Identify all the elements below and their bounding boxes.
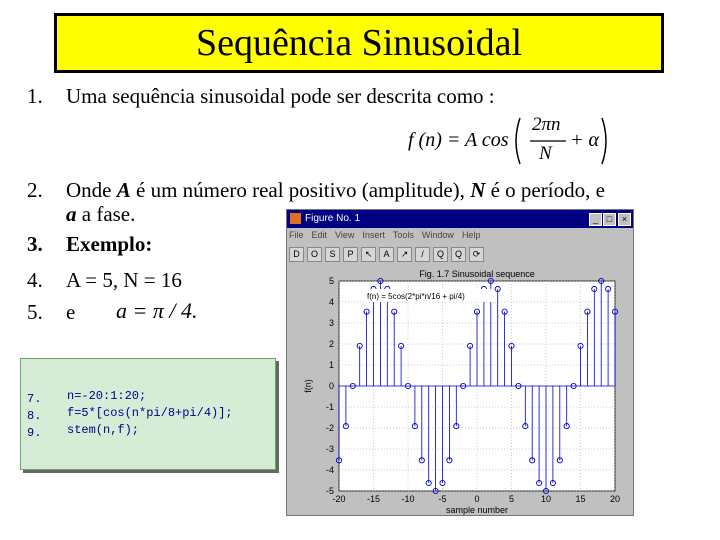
y-tick-label: -4 — [325, 465, 334, 475]
minimize-button[interactable]: _ — [589, 213, 602, 226]
x-tick-label: 10 — [540, 494, 552, 504]
x-tick-label: 15 — [575, 494, 586, 504]
y-tick-label: 2 — [328, 339, 334, 349]
matlab-figure-window — [286, 209, 634, 516]
item-var-A: A — [116, 178, 131, 202]
code-line-text: f=5*[cos(n*pi/8+pi/4)]; — [67, 406, 233, 420]
figure-menu-bar — [289, 230, 488, 240]
item-text — [66, 178, 605, 202]
y-tick-label: -2 — [325, 423, 334, 433]
item-number: 3. — [27, 232, 43, 256]
code-line-text: n=-20:1:20; — [67, 389, 147, 403]
figure-title-bar[interactable] — [287, 210, 633, 228]
formula-denominator: N — [539, 143, 552, 164]
toolbar-button-icon[interactable]: Q — [433, 247, 448, 262]
x-tick-label: -15 — [366, 494, 381, 504]
item-number: 1. — [27, 84, 43, 108]
y-tick-label: -3 — [325, 444, 334, 454]
code-line-number: 8. — [27, 409, 42, 423]
toolbar-button-icon[interactable]: ⟳ — [469, 247, 484, 262]
item-text-part: Onde — [66, 178, 117, 202]
item-text: Uma sequência sinusoidal pode ser descrita como : — [66, 84, 495, 108]
item-text: e — [66, 300, 76, 324]
item-number: 5. — [27, 300, 43, 324]
code-line-text: stem(n,f); — [67, 423, 140, 437]
y-tick-label: 1 — [328, 360, 334, 370]
item-text-part: é o período, e — [485, 178, 605, 202]
toolbar-button-icon[interactable]: D — [289, 247, 304, 262]
item-text: A = 5, N = 16 — [66, 268, 182, 292]
formula-numerator: 2πn — [532, 114, 561, 135]
item-text: Exemplo: — [66, 232, 153, 256]
code-line — [27, 406, 233, 424]
item-var-a: a — [66, 202, 77, 226]
code-line — [27, 423, 140, 441]
figure-menu-insert[interactable]: Insert — [362, 230, 385, 240]
toolbar-button-icon[interactable]: O — [307, 247, 322, 262]
figure-toolbar — [289, 247, 619, 263]
formula-lhs: f (n) = A cos — [408, 129, 509, 151]
y-tick-label: -5 — [325, 486, 334, 496]
code-line-number: 7. — [27, 392, 42, 406]
code-line — [27, 389, 147, 407]
plot-legend: f(n) = 5cos(2*pi*n/16 + pi/4) — [367, 292, 465, 301]
item-var-N: N — [470, 178, 486, 202]
figure-menu-help[interactable]: Help — [461, 230, 481, 240]
toolbar-button-icon[interactable]: ↗ — [397, 247, 412, 262]
code-line-number: 9. — [27, 426, 42, 440]
item-number: 4. — [27, 268, 43, 292]
item-number: 2. — [27, 178, 43, 202]
plot-title: Fig. 1.7 Sinusoidal sequence — [419, 269, 535, 279]
figure-menu-edit[interactable]: Edit — [311, 230, 328, 240]
y-tick-label: -1 — [325, 402, 334, 412]
x-axis-label: sample number — [445, 505, 509, 515]
code-block — [20, 358, 276, 470]
slide-title — [54, 13, 664, 73]
y-tick-label: 3 — [328, 318, 334, 328]
close-button[interactable]: × — [618, 213, 631, 226]
figure-menu-tools[interactable]: Tools — [392, 230, 414, 240]
item-text-part: é um número real positivo (amplitude), — [130, 178, 471, 202]
x-tick-label: -10 — [401, 494, 415, 504]
figure-menu-file[interactable]: File — [289, 230, 304, 240]
x-tick-label: 20 — [609, 494, 621, 504]
x-tick-label: -20 — [332, 494, 346, 504]
figure-app-icon — [290, 213, 301, 224]
sinusoid-formula — [408, 112, 608, 170]
y-axis-label: f(n) — [303, 379, 313, 393]
toolbar-button-icon[interactable]: A — [379, 247, 394, 262]
item-text-line2 — [66, 202, 135, 226]
slide-title-text: Sequência Sinusoidal — [195, 22, 523, 64]
y-tick-label: 0 — [328, 381, 334, 391]
y-tick-label: 4 — [328, 297, 334, 307]
x-tick-label: 5 — [508, 494, 515, 504]
y-tick-label: 5 — [328, 276, 334, 286]
toolbar-button-icon[interactable]: ↖ — [361, 247, 376, 262]
stem-plot — [287, 265, 633, 515]
formula-plus-alpha: + α — [570, 129, 599, 151]
figure-window-title: Figure No. 1 — [305, 213, 361, 224]
figure-menu-view[interactable]: View — [335, 230, 355, 240]
toolbar-button-icon[interactable]: / — [415, 247, 430, 262]
toolbar-button-icon[interactable]: S — [325, 247, 340, 262]
item-text-part: a fase. — [76, 202, 136, 226]
alpha-formula: a = π / 4. — [116, 298, 198, 323]
x-tick-label: -5 — [438, 494, 447, 504]
toolbar-button-icon[interactable]: P — [343, 247, 358, 262]
x-tick-label: 0 — [474, 494, 480, 504]
figure-menu-window[interactable]: Window — [421, 230, 454, 240]
maximize-button[interactable]: □ — [603, 213, 616, 226]
toolbar-button-icon[interactable]: Q — [451, 247, 466, 262]
